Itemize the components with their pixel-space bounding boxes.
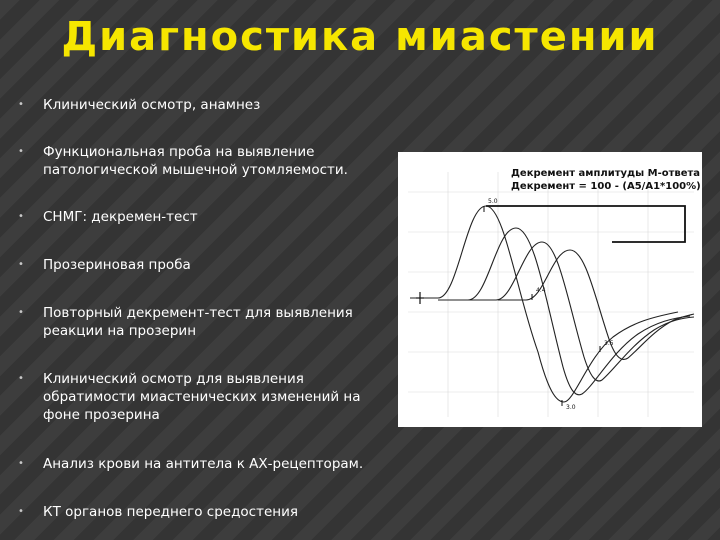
waveform-2 (438, 228, 690, 395)
slide-title: Диагностика миастении (61, 14, 659, 60)
bullet-text: Повторный декремент-тест для выявления реакции на прозерин (43, 305, 353, 339)
bullet-dot-icon: • (18, 506, 24, 517)
figure-caption-line2: Декремент = 100 - (А5/А1*100%) (511, 181, 701, 192)
marker-label: 4.4 (536, 287, 546, 294)
grid-lines (408, 172, 694, 417)
bullet-dot-icon: • (18, 146, 24, 157)
bullet-text: Клинический осмотр для выявления обратимости миастенических изменений на фоне прозерина (43, 371, 361, 423)
decrement-bracket (486, 206, 685, 242)
bullet-dot-icon: • (18, 99, 24, 110)
waveforms (410, 206, 694, 402)
marker-label: 3.5 (604, 340, 614, 347)
waveform-4 (498, 250, 694, 359)
bullet-dot-icon: • (18, 458, 24, 469)
bullet-dot-icon: • (18, 259, 24, 270)
waveform-3 (468, 242, 694, 381)
marker-label: 5.0 (488, 198, 498, 205)
bullet-dot-icon: • (18, 307, 24, 318)
bullet-text: КТ органов переднего средостения (43, 504, 298, 520)
bullet-text: Клинический осмотр, анамнез (43, 97, 261, 113)
bullet-dot-icon: • (18, 373, 24, 384)
bullet-text: СНМГ: декремен-тест (43, 209, 198, 225)
decrement-figure (398, 152, 702, 427)
decrement-waveform (398, 152, 702, 427)
bullet-dot-icon: • (18, 211, 24, 222)
bullet-text: Функциональная проба на выявление патологической мышечной утомляемости. (43, 144, 348, 178)
bullet-text: Прозериновая проба (43, 257, 191, 273)
waveform-1 (410, 206, 678, 402)
figure-caption-line1: Декремент амплитуды М-ответа (511, 168, 701, 179)
marker-label: 3.0 (566, 404, 576, 411)
bullet-text: Анализ крови на антитела к АХ-рецепторам. (43, 456, 364, 472)
